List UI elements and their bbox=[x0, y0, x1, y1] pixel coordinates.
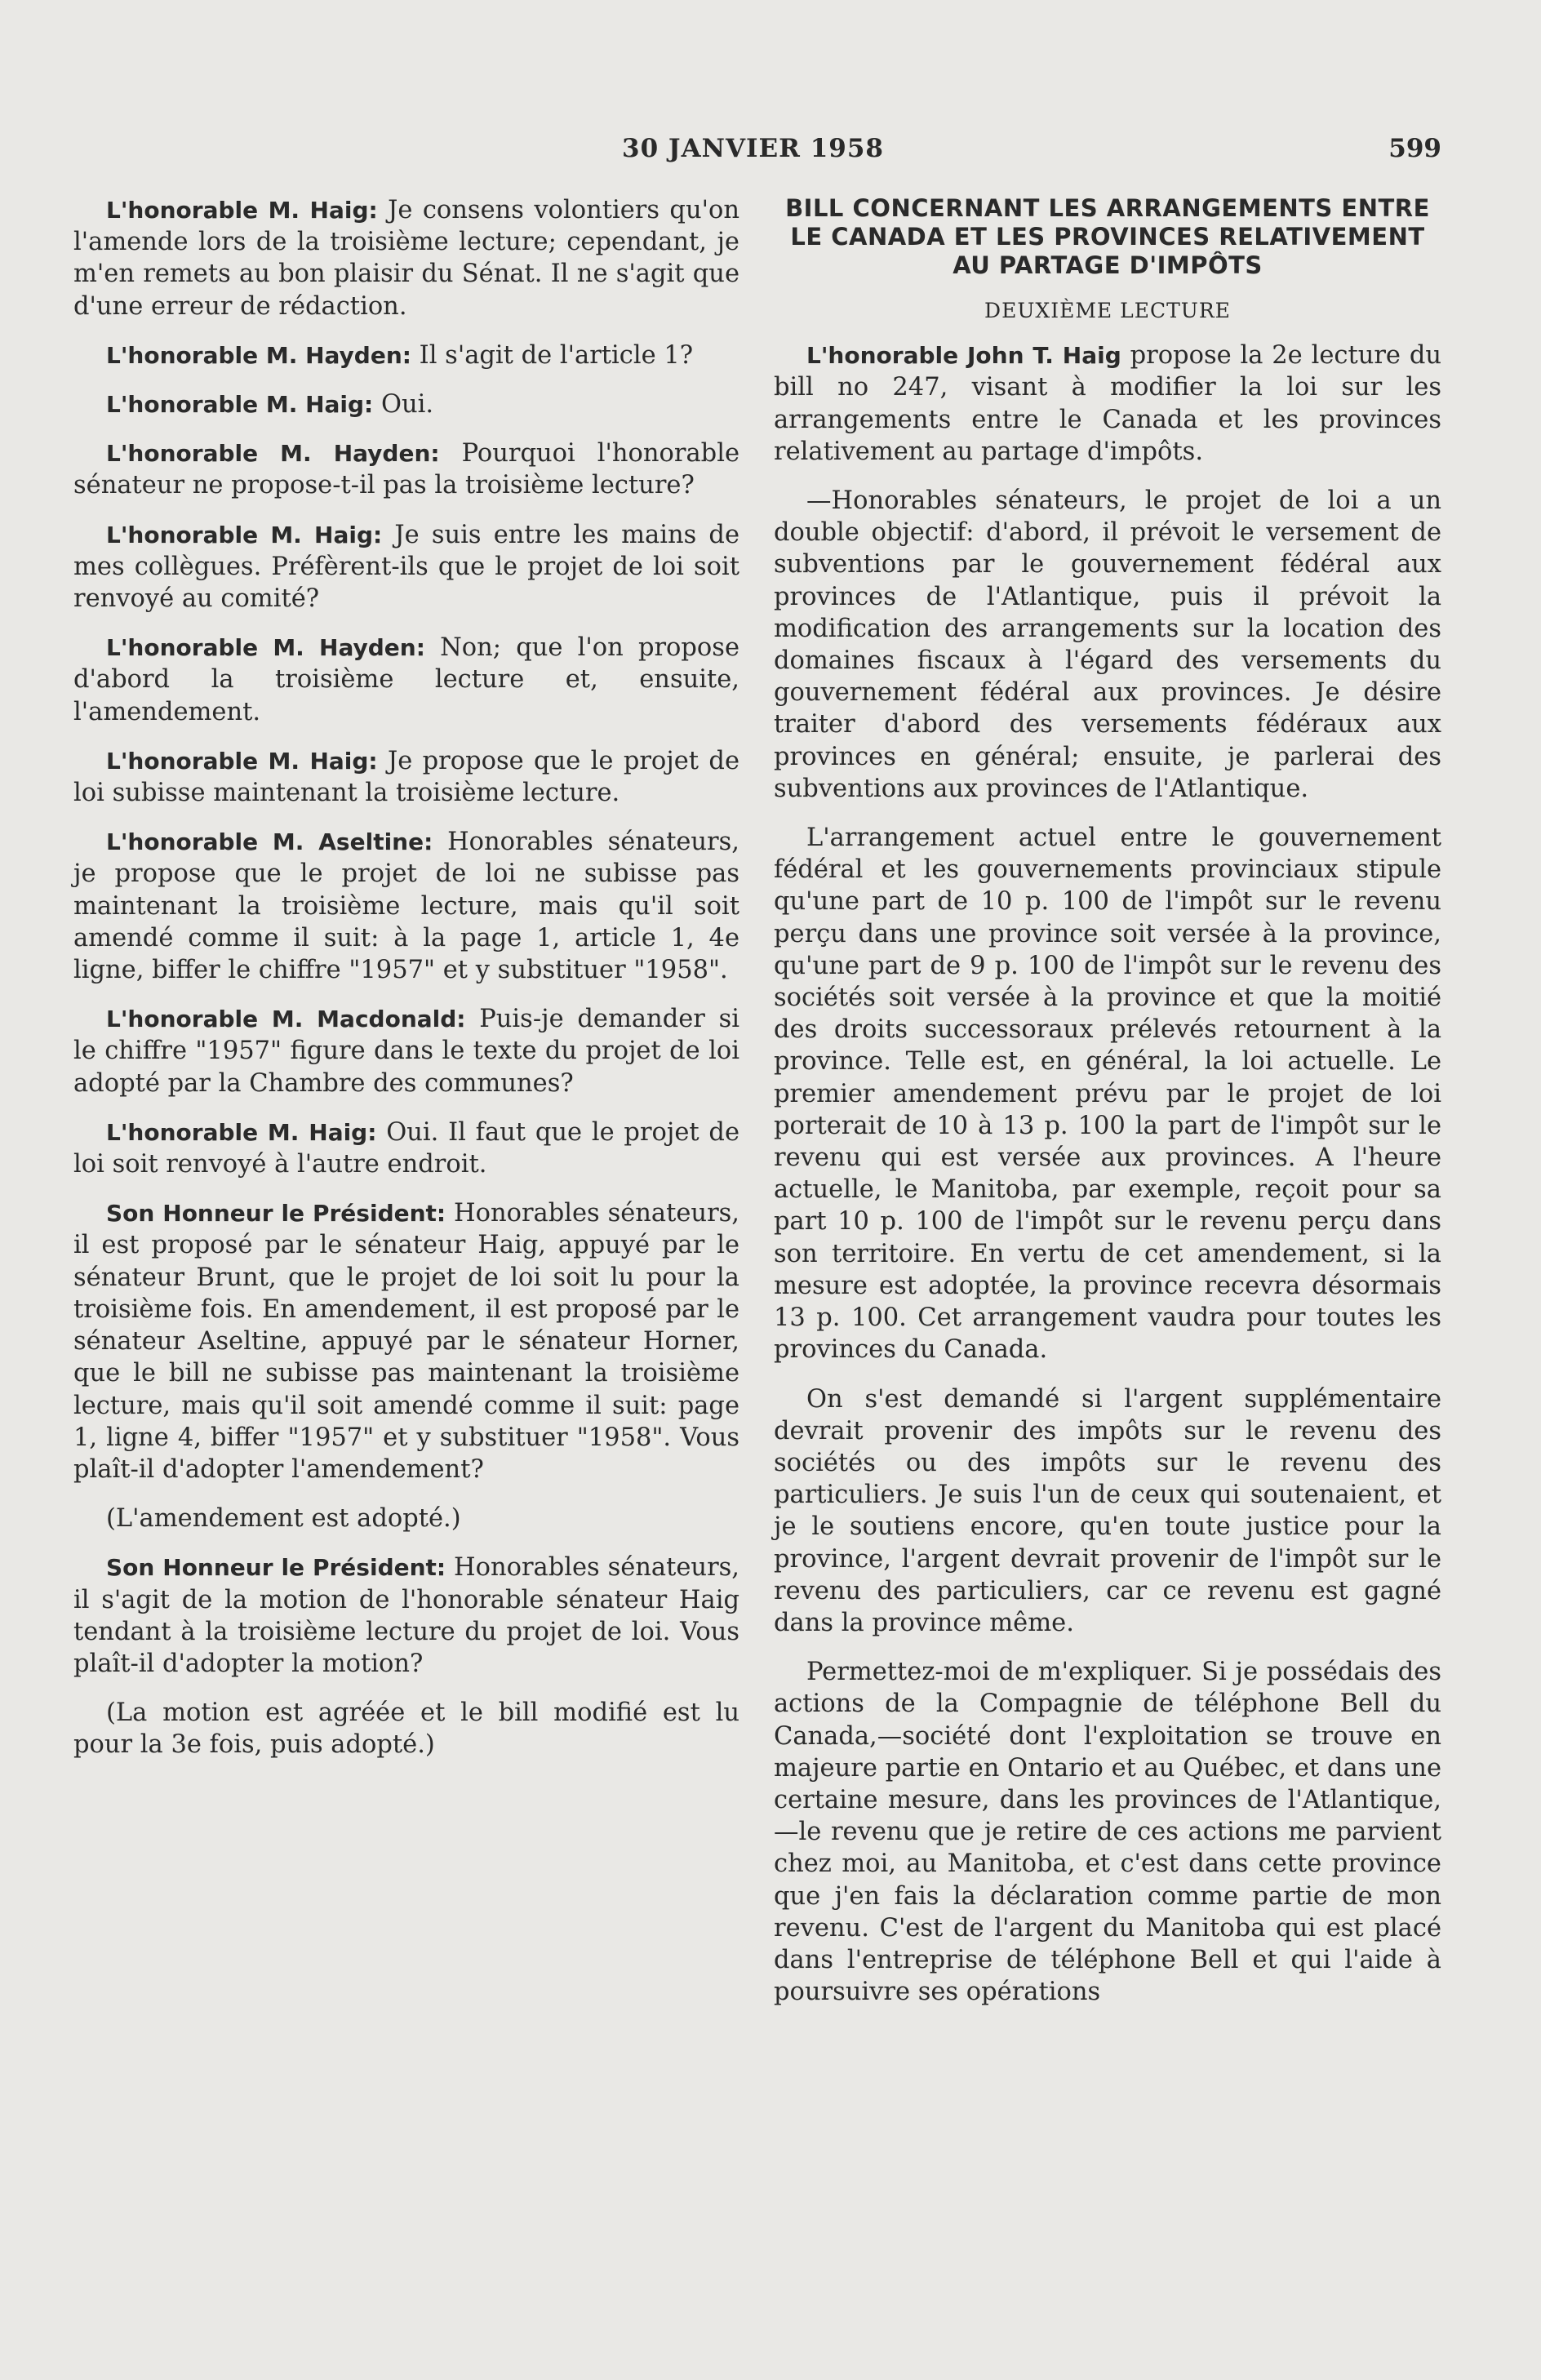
paragraph bbox=[774, 340, 1441, 468]
paragraph bbox=[73, 519, 739, 615]
paragraph bbox=[73, 632, 739, 728]
paragraph bbox=[73, 1117, 739, 1180]
speaker: L'honorable M. Aseltine: bbox=[106, 828, 433, 856]
speaker: L'honorable M. Hayden: bbox=[106, 440, 440, 468]
speaker: L'honorable John T. Haig bbox=[806, 342, 1121, 370]
speech: Honorables sénateurs, il s'agit de la motion de l'honorable sénateur Haig tendant à la troisième lecture du projet de loi. Vous plaît-il d'adopter la motion? bbox=[73, 1553, 739, 1678]
speech: Je consens volontiers qu'on l'amende lors de la troisième lecture; cependant, je m'en remets au bon plaisir du Sénat. Il ne s'agit que d'une erreur de rédaction. bbox=[73, 196, 739, 321]
speech: L'arrangement actuel entre le gouvernement fédéral et les gouvernements provinciaux stipule qu'une part de 10 p. 100 de l'impôt sur le revenu perçu dans une province soit versée à la province, qu'une part de 9 p. 100 de l'impôt sur le revenu des sociétés soit versée à la province et que la moitié des droits successoraux prélevés retournent à la province. Telle est, en général, la loi actuelle. Le premier amendement prévu par le projet de loi porterait de 10 à 13 p. 100 la part de l'impôt sur le revenu qui est versée aux provinces. A l'heure actuelle, le Manitoba, par exemple, reçoit pour sa part 10 p. 100 de l'impôt sur le revenu perçu dans son territoire. En vertu de cet amendement, si la mesure est adoptée, la province recevra désormais 13 p. 100. Cet arrangement vaudra pour toutes les provinces du Canada. bbox=[774, 824, 1441, 1365]
paragraph bbox=[774, 822, 1441, 1365]
speaker: L'honorable M. Haig: bbox=[106, 197, 378, 224]
speech: Oui. bbox=[373, 390, 434, 420]
paragraph bbox=[73, 437, 739, 501]
paragraph bbox=[73, 826, 739, 986]
page-number: 599 bbox=[1388, 134, 1441, 163]
paragraph bbox=[73, 1552, 739, 1680]
speaker: L'honorable M. Haig: bbox=[106, 747, 378, 775]
paragraph bbox=[73, 194, 739, 322]
section-title: BILL CONCERNANT LES ARRANGEMENTS ENTRE LE CANADA ET LES PROVINCES RELATIVEMENT AU PARTAGE D'IMPÔTS bbox=[785, 194, 1430, 279]
speech: Je suis entre les mains de mes collègues. Préfèrent-ils que le projet de loi soit renvoyé au comité? bbox=[73, 520, 740, 614]
speech: Honorables sénateurs, je propose que le projet de loi ne subisse pas maintenant la troisième lecture, mais qu'il soit amendé comme il suit: à la page 1, article 1, 4e ligne, biffer le chiffre "1957" et y substituer "1958". bbox=[73, 828, 739, 985]
header-date: 30 JANVIER 1958 bbox=[622, 134, 885, 163]
speech: —Honorables sénateurs, le projet de loi a un double objectif: d'abord, il prévoit le versement de subventions par le gouvernement fédéral aux provinces de l'Atlantique, puis il prévoit la modification des arrangements sur la location des domaines fiscaux à l'égard des versements du gouvernement fédéral aux provinces. Je désire traiter d'abord des versements fédéraux aux provinces en général; ensuite, je parlerai des subventions aux provinces de l'Atlantique. bbox=[774, 486, 1441, 803]
paragraph bbox=[774, 1656, 1441, 2008]
right-column bbox=[774, 194, 1441, 2025]
speech: Oui. Il faut que le projet de loi soit renvoyé à l'autre endroit. bbox=[73, 1117, 740, 1179]
speech: Honorables sénateurs, il est proposé par le sénateur Haig, appuyé par le sénateur Brunt, que le projet de loi soit lu pour la troisième fois. En amendement, il est proposé par le sénateur Aseltine, appuyé par le sénateur Horner, que le bill ne subisse pas maintenant la troisième lecture, mais qu'il soit amendé comme il suit: page 1, ligne 4, biffer "1957" et y substituer "1958". Vous plaît-il d'adopter l'amendement? bbox=[73, 1199, 739, 1484]
speaker: L'honorable M. Hayden: bbox=[106, 341, 411, 369]
speech: Je propose que le projet de loi subisse maintenant la troisième lecture. bbox=[73, 746, 740, 808]
paragraph bbox=[73, 1003, 739, 1099]
speaker: Son Honneur le Président: bbox=[106, 1200, 446, 1228]
paragraph bbox=[774, 1383, 1441, 1640]
speech: Pourquoi l'honorable sénateur ne propose-t-il pas la troisième lecture? bbox=[73, 439, 740, 500]
speaker: Son Honneur le Président: bbox=[106, 1554, 446, 1582]
speech: (La motion est agréée et le bill modifié est lu pour la 3e fois, puis adopté.) bbox=[73, 1698, 739, 1760]
section-subtitle: DEUXIÈME LECTURE bbox=[984, 299, 1231, 322]
page-header bbox=[0, 134, 1541, 175]
speech: Puis-je demander si le chiffre "1957" figure dans le texte du projet de loi adopté par la Chambre des communes? bbox=[73, 1005, 740, 1098]
paragraph bbox=[73, 1197, 739, 1485]
paragraph bbox=[73, 1697, 739, 1761]
speaker: L'honorable M. Haig: bbox=[106, 1118, 377, 1146]
paragraph bbox=[774, 485, 1441, 805]
paragraph bbox=[73, 1503, 739, 1534]
paragraph bbox=[73, 340, 739, 371]
left-column bbox=[73, 194, 739, 1778]
speech: Il s'agit de l'article 1? bbox=[411, 340, 694, 370]
speech: Non; que l'on propose d'abord la troisième lecture et, ensuite, l'amendement. bbox=[73, 633, 739, 726]
speaker: L'honorable M. Haig: bbox=[106, 391, 374, 419]
speech: On s'est demandé si l'argent supplémentaire devrait provenir des impôts sur le revenu des sociétés ou des impôts sur le revenu des particuliers. Je suis l'un de ceux qui soutenaient, et je le soutiens encore, qu'en toute justice pour la province, l'argent devrait provenir de l'impôt sur le revenu des particuliers, car ce revenu est gagné dans la province même. bbox=[774, 1384, 1441, 1637]
speaker: L'honorable M. Macdonald: bbox=[106, 1006, 466, 1033]
speaker: L'honorable M. Haig: bbox=[106, 521, 383, 548]
speaker: L'honorable M. Hayden: bbox=[106, 634, 425, 662]
paragraph bbox=[73, 745, 739, 809]
paragraph bbox=[73, 389, 739, 420]
speech: (L'amendement est adopté.) bbox=[106, 1504, 461, 1534]
speech: propose la 2e lecture du bill no 247, visant à modifier la loi sur les arrangements entre le Canada et les provinces relativement au partage d'impôts. bbox=[774, 341, 1441, 466]
speech: Permettez-moi de m'expliquer. Si je possédais des actions de la Compagnie de téléphone Bell du Canada,—société dont l'exploitation se trouve en majeure partie en Ontario et au Québec, et dans une certaine mesure, dans les provinces de l'Atlantique,—le revenu que je retire de ces actions me parvient chez moi, au Manitoba, et c'est dans cette province que j'en fais la déclaration comme partie de mon revenu. C'est de l'argent du Manitoba qui est placé dans l'entreprise de téléphone Bell et qui l'aide à poursuivre ses opérations bbox=[774, 1658, 1441, 2007]
